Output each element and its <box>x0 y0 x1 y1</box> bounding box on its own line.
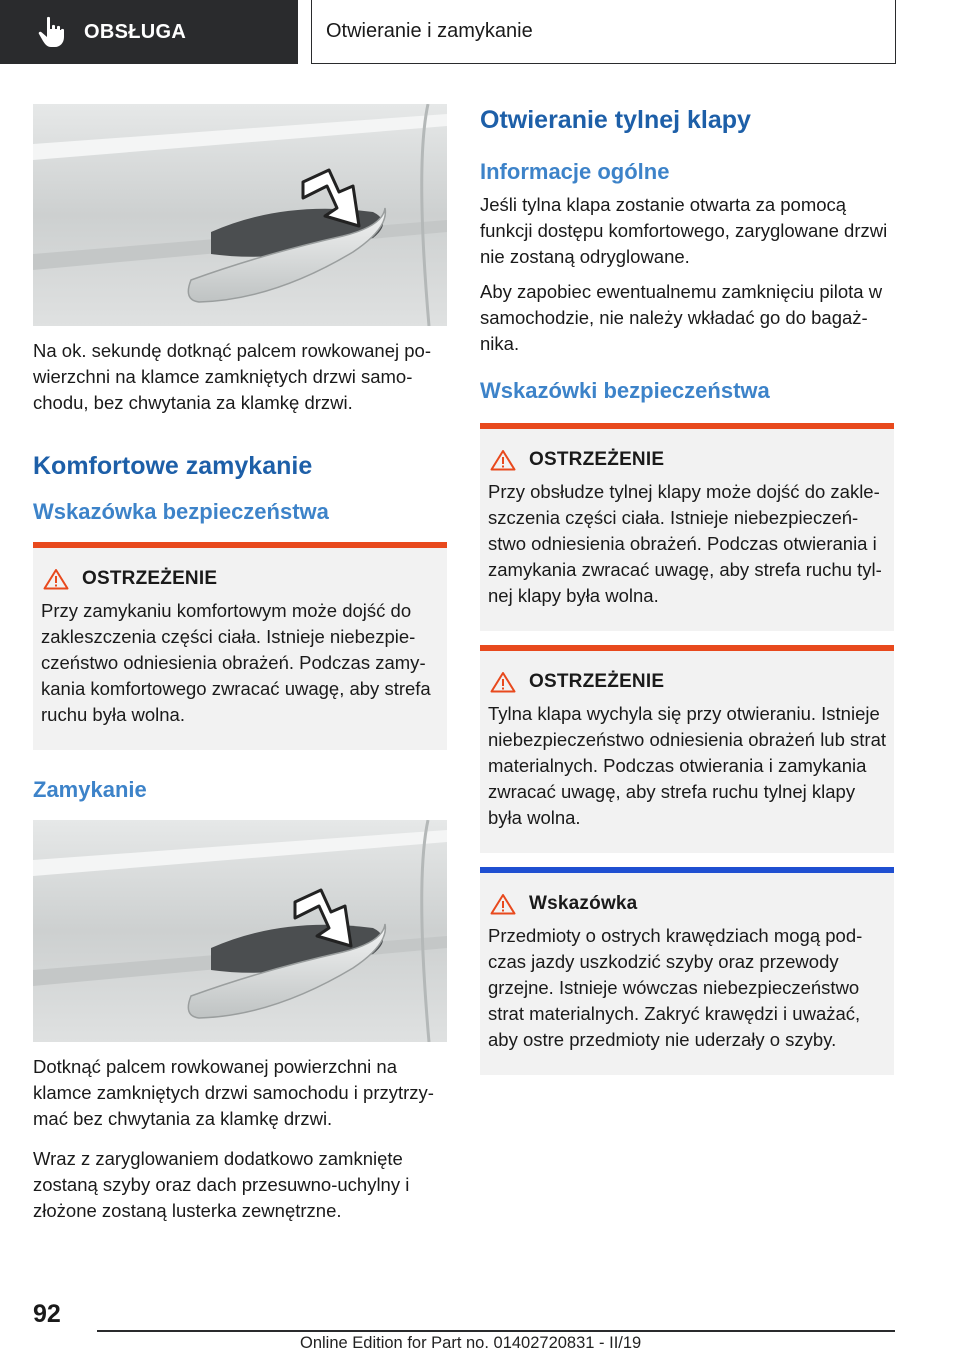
photo2-caption: Dotknąć palcem rowkowanej powierzchni na klamce zamkniętych drzwi samochodu i przytrzymać bez chwytania za klamkę drzwi. <box>33 1056 434 1129</box>
subheading-closing: Zamykanie <box>33 777 147 802</box>
warning-box-tailgate-2 <box>480 645 894 853</box>
warning-text: Tylna klapa wychyla się przy otwieraniu. Istnieje niebezpieczeństwo odniesienia obrażeń lub strat materialnych. Podczas otwierania i zamykania zwracać uwagę, aby strefa ruchu tylnej klapy była wolna. <box>488 703 887 828</box>
warning-header <box>488 449 886 471</box>
warning-triangle-icon <box>43 568 69 590</box>
subheading-general-info: Informacje ogólne <box>480 159 670 184</box>
warning-header <box>488 671 886 693</box>
header-section-tab <box>0 0 298 64</box>
right-column <box>480 104 894 1075</box>
header-chapter-title: Otwieranie i zamykanie <box>326 20 533 42</box>
page-number: 92 <box>33 1300 61 1328</box>
warning-box-tailgate-1 <box>480 423 894 631</box>
warning-text: Przy obsłudze tylnej klapy może dojść do zakleszczenia części ciała. Istnieje niebezpieczeństwo odniesienia obrażeń. Podczas otwierania i zamykania zwracać uwagę, aby strefa ruchu tylnej klapy była wolna. <box>488 481 882 606</box>
note-box-sharp-objects <box>480 867 894 1075</box>
hand-pointer-icon <box>34 14 70 50</box>
door-handle-photo <box>33 104 447 326</box>
subheading-safety-note: Wskazówka bezpieczeństwa <box>33 499 329 524</box>
left-column <box>33 104 447 1233</box>
warning-header <box>41 568 439 590</box>
note-title: Wskazówka <box>529 893 638 914</box>
warning-text: Przy zamykaniu komfortowym może dojść do zakleszczenia części ciała. Istnieje niebezpieczeństwo odniesienia obrażeń. Podczas zamykania komfortowego zwracać uwagę, aby strefa ruchu była wolna. <box>41 600 431 725</box>
caution-triangle-icon <box>490 893 516 915</box>
header-title-box <box>311 0 896 64</box>
footer-divider <box>97 1330 895 1332</box>
windows-paragraph: Wraz z zaryglowaniem dodatkowo zamknięte zostaną szyby oraz dach przesuwno-uchylny i złożone zostaną lusterka zewnętrzne. <box>33 1148 410 1221</box>
warning-box-comfort <box>33 542 447 750</box>
subheading-safety-tips: Wskazówki bezpieczeństwa <box>480 378 770 403</box>
header-section-label: OBSŁUGA <box>84 20 187 43</box>
note-header <box>488 893 886 915</box>
heading-comfort-closing: Komfortowe zamykanie <box>33 452 313 480</box>
note-text: Przedmioty o ostrych krawędziach mogą podczas jazdy uszkodzić szyby oraz przewody grzejne. Istnieje wówczas niebezpieczeństwo strat materialnych. Zakryć krawędzi i uważać, aby ostre przedmioty nie uderzały o szyby. <box>488 925 863 1050</box>
warning-title: OSTRZEŻENIE <box>529 449 665 470</box>
general-paragraph-1: Jeśli tylna klapa zostanie otwarta za pomocą funkcji dostępu komfortowego, zaryglowane drzwi nie zostaną odryglowane. <box>480 194 888 267</box>
door-handle-photo-2 <box>33 820 447 1042</box>
heading-tailgate: Otwieranie tylnej klapy <box>480 106 751 134</box>
warning-triangle-icon <box>490 449 516 471</box>
photo1-caption: Na ok. sekundę dotknąć palcem rowkowanej powierzchni na klamce zamkniętych drzwi samochodu, bez chwytania za klamkę drzwi. <box>33 340 431 413</box>
general-paragraph-2: Aby zapobiec ewentualnemu zamknięciu pilota w samochodzie, nie należy wkładać go do bagażnika. <box>480 281 883 354</box>
warning-title: OSTRZEŻENIE <box>529 671 665 692</box>
warning-title: OSTRZEŻENIE <box>82 568 218 589</box>
warning-triangle-icon <box>490 671 516 693</box>
footer-edition: Online Edition for Part no. 01402720831 - II/19 <box>300 1334 642 1352</box>
